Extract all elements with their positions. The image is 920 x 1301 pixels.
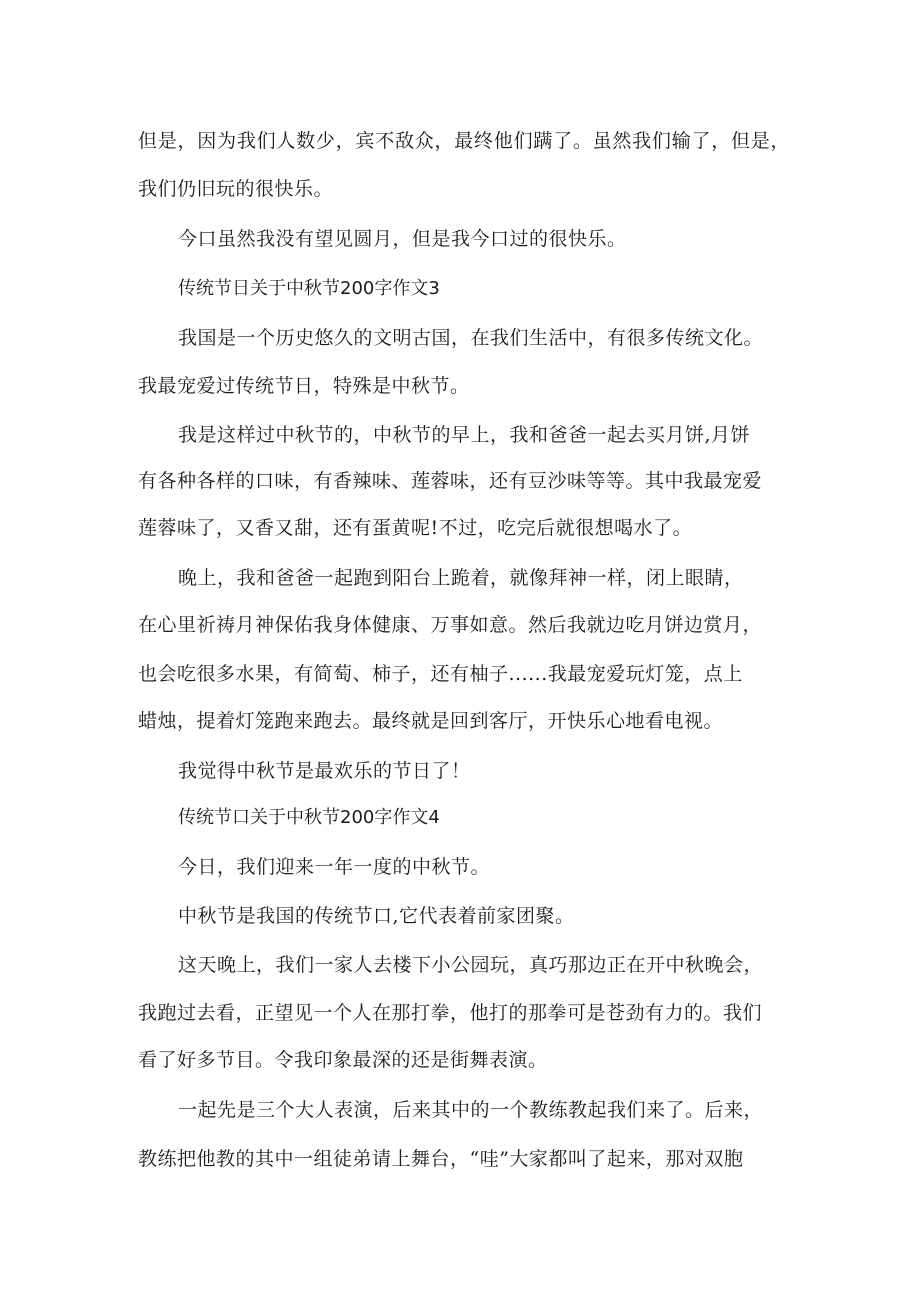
paragraph-line: 蜡烛，提着灯笼跑来跑去。最终就是回到客厅，开快乐心地看电视。 bbox=[138, 710, 724, 732]
paragraph-line: 有各种各样的口味，有香辣味、莲蓉味，还有豆沙味等等。其中我最宠爱 bbox=[138, 470, 763, 492]
paragraph-line: 我最宠爱过传统节日，特殊是中秋节。 bbox=[138, 375, 470, 397]
paragraph-line: 今日，我们迎来一年一度的中秋节。 bbox=[178, 856, 491, 878]
paragraph-line: 我觉得中秋节是最欢乐的节日了！ bbox=[178, 760, 471, 782]
paragraph-line: 这天晚上，我们一家人去楼下小公园玩，真巧那边正在开中秋晚会， bbox=[178, 954, 764, 976]
paragraph-line: 也会吃很多水果，有简萄、柿子，还有柚子......我最宠爱玩灯笼，点上 bbox=[138, 663, 743, 685]
paragraph-line: 一起先是三个大人表演，后来其中的一个教练教起我们来了。后来， bbox=[178, 1099, 764, 1121]
paragraph-line: 教练把他教的其中一组徒弟请上舞台，“哇”大家都叫了起来，那对双胞 bbox=[138, 1148, 744, 1170]
paragraph-line: 在心里祈祷月神保佑我身体健康、万事如意。然后我就边吃月饼边赏月， bbox=[138, 614, 763, 636]
paragraph-line: 我跑过去看，正望见一个人在那打拳，他打的那拳可是苍劲有力的。我们 bbox=[138, 1002, 763, 1024]
paragraph-line: 看了好多节目。令我印象最深的还是街舞表演。 bbox=[138, 1049, 548, 1071]
section-heading: 传统节口关于中秋节200字作文4 bbox=[178, 807, 440, 828]
paragraph-line: 莲蓉味了，又香又甜，还有蛋黄呢!不过，吃完后就很想喝水了。 bbox=[138, 517, 693, 539]
paragraph-line: 我们仍旧玩的很快乐。 bbox=[138, 178, 334, 200]
paragraph-line: 但是，因为我们人数少，宾不敌众，最终他们蹒了。虽然我们输了，但是， bbox=[138, 130, 791, 152]
paragraph-line: 我国是一个历史悠久的文明古国，在我们生活中，有很多传统文化。 bbox=[178, 327, 764, 349]
paragraph-line: 我是这样过中秋节的，中秋节的早上，我和爸爸一起去买月饼,月饼 bbox=[178, 424, 751, 446]
section-heading: 传统节日关于中秋节200字作文3 bbox=[178, 278, 440, 299]
paragraph-line: 中秋节是我国的传统节口,它代表着前家团聚。 bbox=[178, 905, 575, 927]
paragraph-line: 今口虽然我没有望见圆月，但是我今口过的很快乐。 bbox=[178, 228, 627, 250]
paragraph-line: 晚上，我和爸爸一起跑到阳台上跪着，就像拜神一样，闭上眼睛， bbox=[178, 567, 744, 589]
